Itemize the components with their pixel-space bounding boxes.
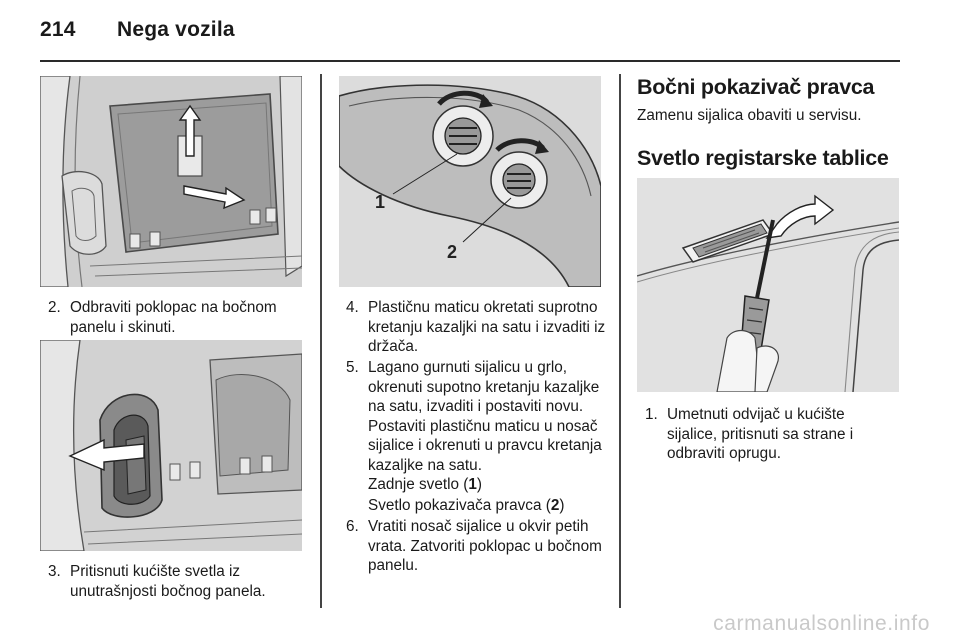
license-plate-light-drawing xyxy=(637,178,899,392)
step-number: 3. xyxy=(48,563,61,580)
step-number: 5. xyxy=(346,359,359,376)
step-text: Vratiti nosač sijalice u okvir petih vrata. Zatvoriti poklopac u bočnom panelu. xyxy=(368,518,602,574)
header-rule xyxy=(40,60,900,62)
light-housing-drawing xyxy=(40,340,302,551)
illustration-license-plate-light xyxy=(637,178,899,392)
illustration-light-housing xyxy=(40,340,302,551)
side-panel-cover-drawing xyxy=(40,76,302,287)
step-text: Umetnuti odvijač u kućište sijalice, pritisnuti sa strane i odbraviti oprugu. xyxy=(667,406,854,462)
step-text: Odbraviti poklopac na bočnom panelu i skinuti. xyxy=(70,299,277,336)
page-number: 214 xyxy=(40,18,76,41)
step-text: Lagano gurnuti sijalicu u grlo, okrenuti supotno kretanju kazaljke na satu, izvaditi i postaviti novu. Postaviti plastičnu maticu u nosač sijalice i okrenuti u pravcu kretanja kazaljke na satu. xyxy=(368,359,602,474)
step-number: 4. xyxy=(346,299,359,316)
step-number: 6. xyxy=(346,518,359,535)
step-number: 1. xyxy=(645,406,658,423)
column-divider-left xyxy=(320,74,322,608)
bulb-holders-drawing xyxy=(339,76,601,287)
callout-1: 1 xyxy=(375,192,386,212)
indicator-light-label: Svetlo pokazivača pravca (2) xyxy=(368,497,565,514)
column-divider-right xyxy=(619,74,621,608)
indicator-light-number: 2 xyxy=(550,497,560,514)
callout-2: 2 xyxy=(447,242,458,262)
illustration-side-panel-cover xyxy=(40,76,302,287)
heading-license-plate-light: Svetlo registarske tablice xyxy=(637,146,889,170)
step-number: 2. xyxy=(48,299,61,316)
page-title: Nega vozila xyxy=(117,18,235,41)
illustration-bulb-holders xyxy=(339,76,601,287)
tail-light-label: Zadnje svetlo (1) xyxy=(368,476,482,493)
step-text: Plastičnu maticu okretati suprotno kretanju kazaljki na satu i izvaditi iz držača. xyxy=(368,299,606,355)
step-text: Pritisnuti kućište svetla iz unutrašnjosti bočnog panela. xyxy=(70,563,266,600)
tail-light-number: 1 xyxy=(468,476,477,493)
watermark: carmanualsonline.info xyxy=(713,612,930,635)
heading-side-indicator: Bočni pokazivač pravca xyxy=(637,75,875,99)
service-note: Zamenu sijalica obaviti u servisu. xyxy=(637,107,862,124)
